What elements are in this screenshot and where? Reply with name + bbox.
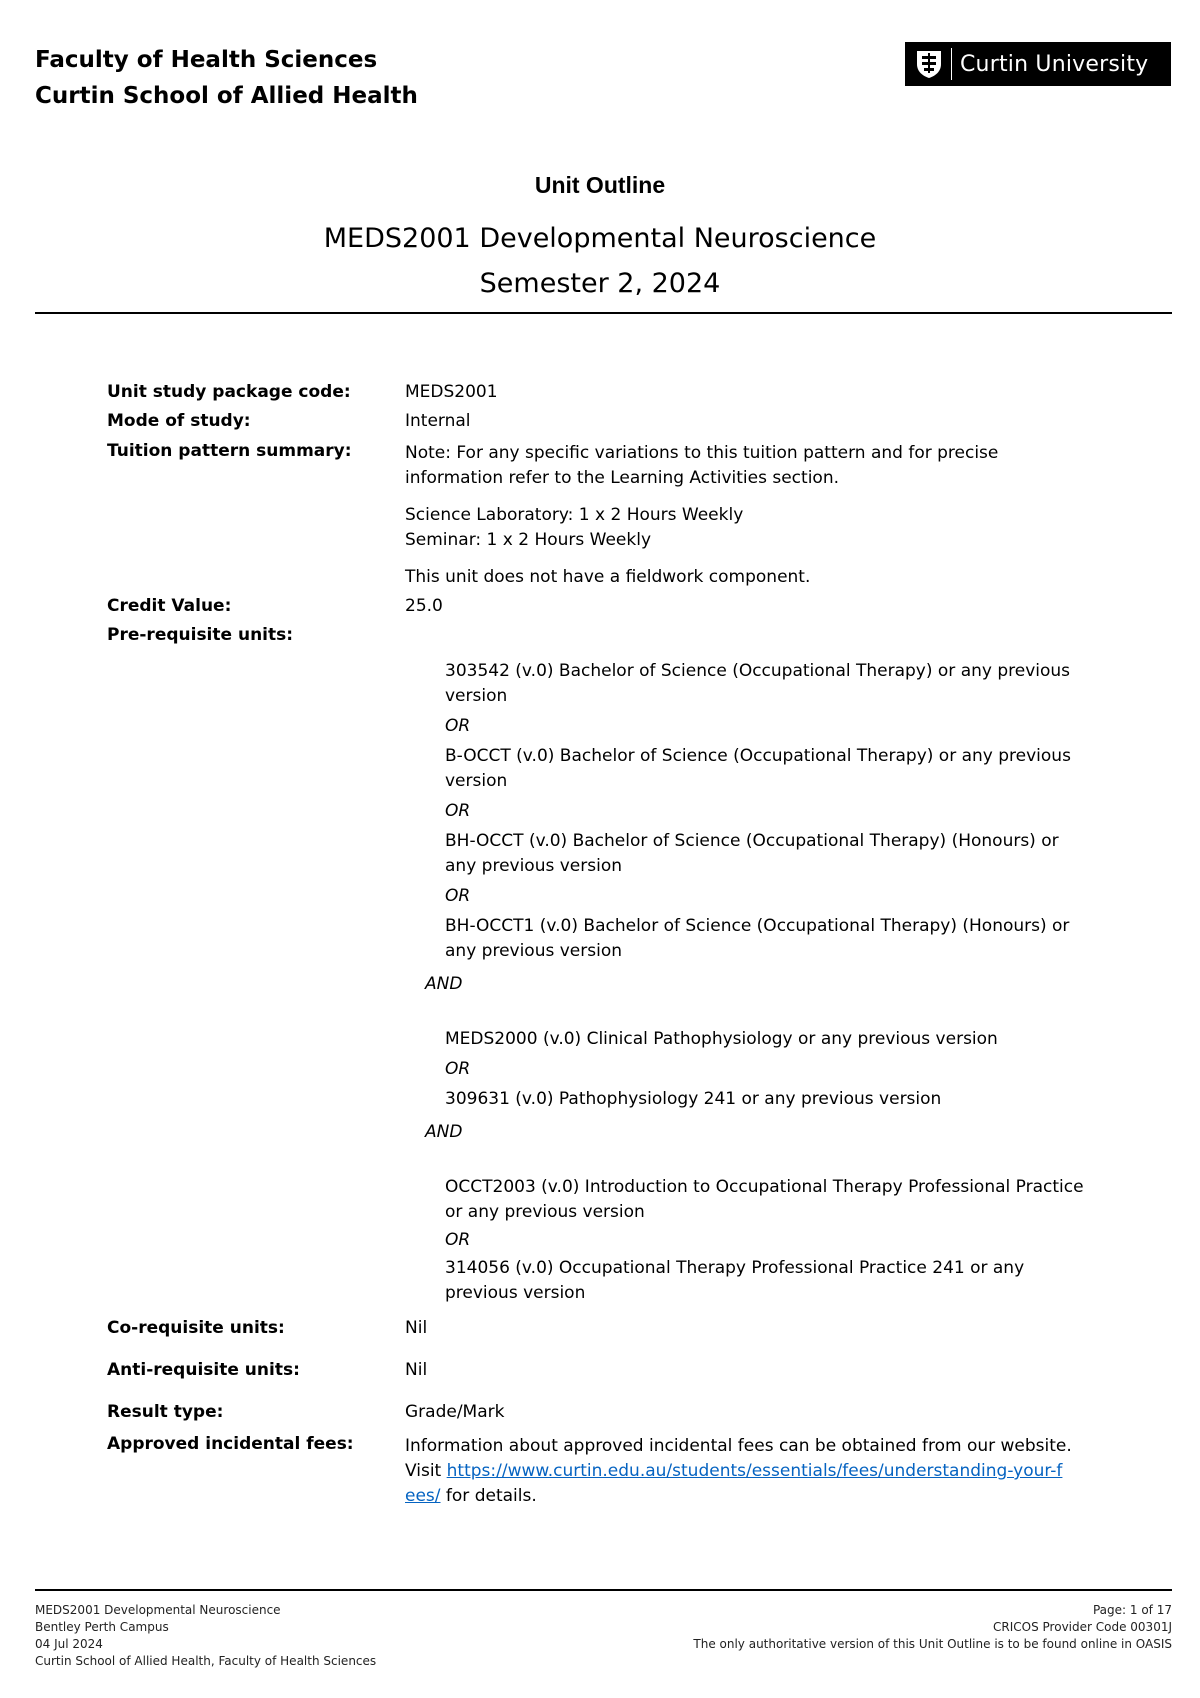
logo-divider bbox=[951, 48, 952, 80]
tuition-lab: Science Laboratory: 1 x 2 Hours Weekly bbox=[405, 505, 744, 525]
curtin-logo bbox=[905, 42, 1171, 86]
antireq-label: Anti-requisite units: bbox=[107, 1360, 300, 1380]
prereq-label: Pre-requisite units: bbox=[107, 625, 294, 645]
footer-cricos: CRICOS Provider Code 00301J bbox=[993, 1620, 1172, 1634]
bottom-divider bbox=[35, 1589, 1172, 1591]
tuition-note: Note: For any specific variations to this tuition pattern and for precise information refer to the Learning Activities section. bbox=[405, 443, 999, 488]
footer-authoritative: The only authoritative version of this Unit Outline is to be found online in OASIS bbox=[693, 1637, 1172, 1651]
code-value: MEDS2001 bbox=[405, 382, 498, 402]
footer-campus: Bentley Perth Campus bbox=[35, 1620, 169, 1634]
prereq-item: BH-OCCT (v.0) Bachelor of Science (Occupational Therapy) (Honours) or any previous version bbox=[445, 831, 1059, 876]
prereq-or: OR bbox=[445, 716, 471, 736]
crest-icon bbox=[913, 48, 945, 80]
credit-label: Credit Value: bbox=[107, 596, 232, 616]
unit-title: MEDS2001 Developmental Neuroscience bbox=[323, 223, 877, 254]
antireq-value: Nil bbox=[405, 1360, 428, 1380]
mode-label: Mode of study: bbox=[107, 411, 251, 431]
result-value: Grade/Mark bbox=[405, 1402, 505, 1422]
top-divider bbox=[35, 312, 1172, 314]
prereq-item: MEDS2000 (v.0) Clinical Pathophysiology or any previous version bbox=[445, 1029, 998, 1049]
faculty-header bbox=[35, 42, 418, 114]
fees-visit: Visit bbox=[405, 1461, 447, 1481]
fees-text: Information about approved incidental fees can be obtained from our website. bbox=[405, 1436, 1072, 1456]
prereq-item: 303542 (v.0) Bachelor of Science (Occupational Therapy) or any previous version bbox=[445, 661, 1071, 706]
prereq-item: BH-OCCT1 (v.0) Bachelor of Science (Occupational Therapy) (Honours) or any previous version bbox=[445, 916, 1070, 961]
prereq-list bbox=[425, 659, 1093, 1306]
prereq-and: AND bbox=[425, 974, 463, 994]
footer-left bbox=[35, 1602, 376, 1670]
prereq-or: OR bbox=[445, 1059, 471, 1079]
result-label: Result type: bbox=[107, 1402, 224, 1422]
tuition-fieldwork: This unit does not have a fieldwork component. bbox=[405, 567, 811, 587]
prereq-item: 309631 (v.0) Pathophysiology 241 or any previous version bbox=[445, 1089, 942, 1109]
prereq-or: OR bbox=[445, 886, 471, 906]
code-label: Unit study package code: bbox=[107, 382, 351, 402]
coreq-value: Nil bbox=[405, 1318, 428, 1338]
coreq-label: Co-requisite units: bbox=[107, 1318, 285, 1338]
footer-page: Page: 1 of 17 bbox=[1092, 1603, 1172, 1617]
mode-value: Internal bbox=[405, 411, 471, 431]
prereq-item: OCCT2003 (v.0) Introduction to Occupational Therapy Professional Practice or any previous version bbox=[445, 1177, 1084, 1222]
doc-type-title: Unit Outline bbox=[534, 172, 666, 198]
footer-right bbox=[693, 1602, 1172, 1653]
prereq-item: B-OCCT (v.0) Bachelor of Science (Occupational Therapy) or any previous version bbox=[445, 746, 1071, 791]
footer-date: 04 Jul 2024 bbox=[35, 1637, 103, 1651]
unit-details bbox=[107, 382, 1107, 1509]
logo-text: Curtin University bbox=[960, 51, 1149, 77]
fees-label: Approved incidental fees: bbox=[107, 1434, 354, 1454]
prereq-and: AND bbox=[425, 1122, 463, 1142]
footer-school: Curtin School of Allied Health, Faculty of Health Sciences bbox=[35, 1654, 377, 1668]
semester-title: Semester 2, 2024 bbox=[479, 268, 721, 299]
prereq-item: 314056 (v.0) Occupational Therapy Professional Practice 241 or any previous version bbox=[445, 1258, 1025, 1303]
faculty-name: Faculty of Health Sciences bbox=[35, 47, 378, 73]
fees-after: for details. bbox=[440, 1486, 537, 1506]
footer-unit: MEDS2001 Developmental Neuroscience bbox=[35, 1603, 281, 1617]
fees-link[interactable]: https://www.curtin.edu.au/students/essentials/fees/understanding-your-fees/ bbox=[405, 1461, 1063, 1506]
credit-value: 25.0 bbox=[405, 596, 443, 616]
tuition-label: Tuition pattern summary: bbox=[107, 441, 352, 461]
tuition-seminar: Seminar: 1 x 2 Hours Weekly bbox=[405, 530, 652, 550]
school-name: Curtin School of Allied Health bbox=[35, 83, 418, 109]
prereq-or: OR bbox=[445, 1230, 471, 1250]
prereq-or: OR bbox=[445, 801, 471, 821]
